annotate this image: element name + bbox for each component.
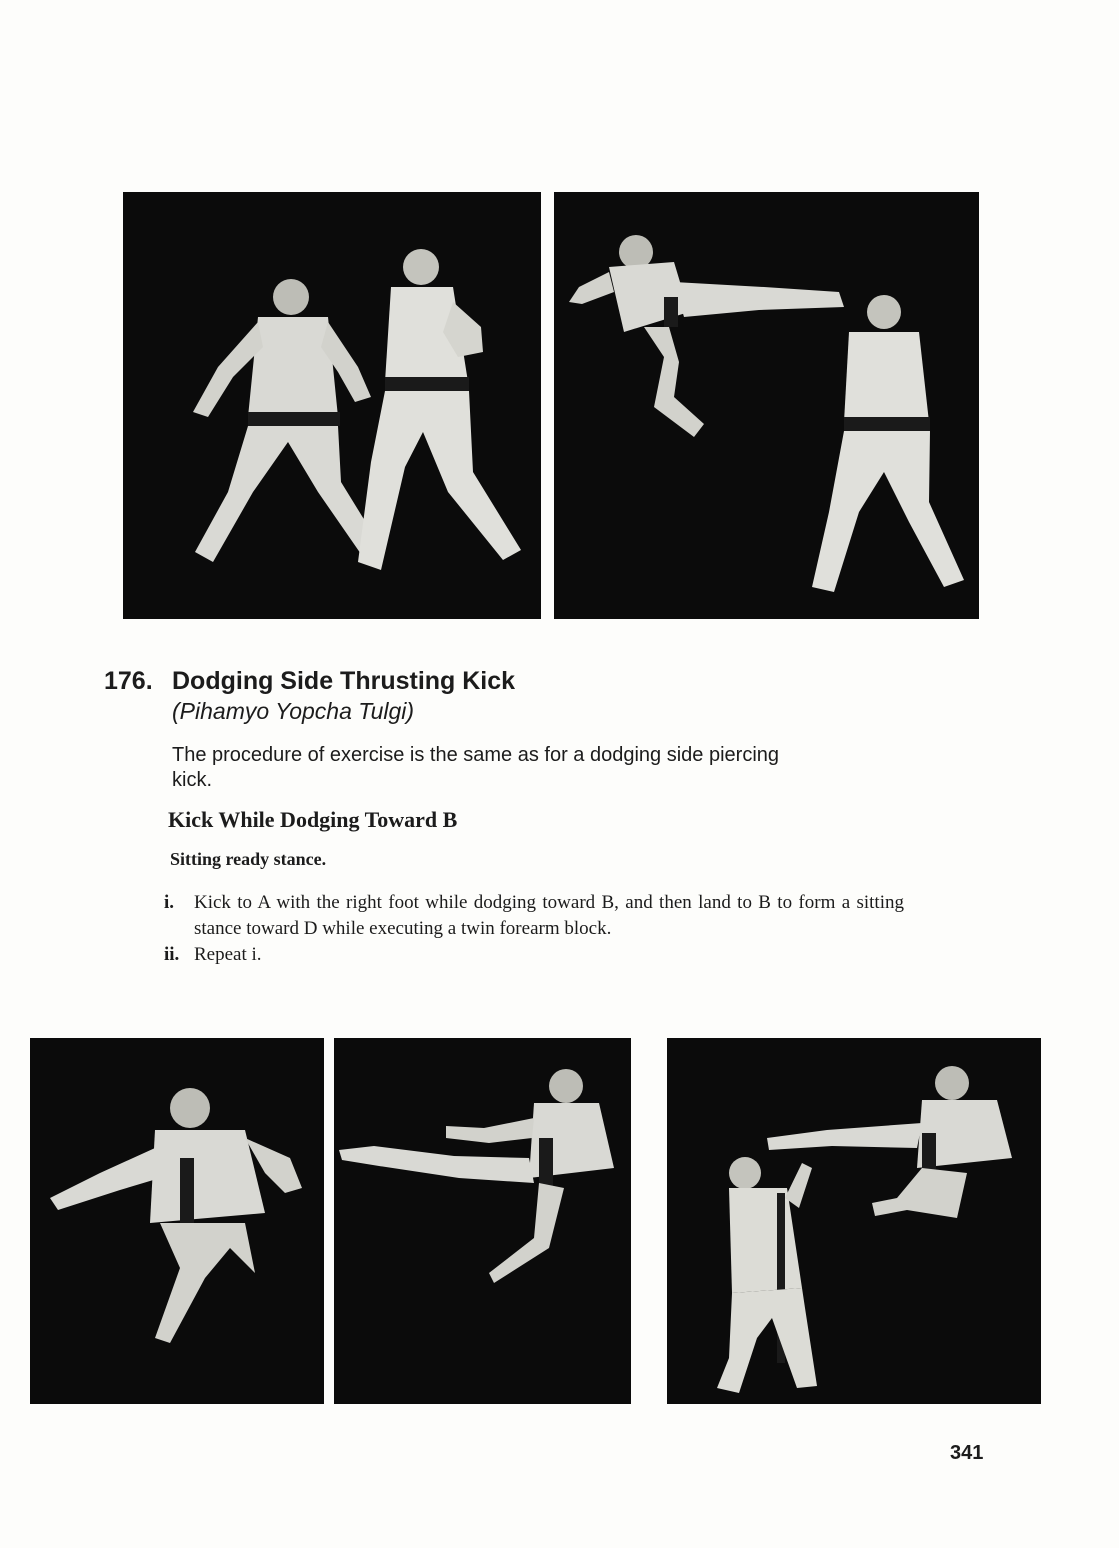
section-subtitle: (Pihamyo Yopcha Tulgi) — [172, 698, 415, 724]
section-title: Dodging Side Thrusting Kick — [172, 667, 516, 695]
step-list — [164, 890, 904, 968]
step-item — [164, 942, 904, 968]
page-number: 341 — [950, 1442, 984, 1464]
photo-kick-to-partner — [667, 1038, 1041, 1404]
photo-jump-chamber — [30, 1038, 324, 1404]
step-marker: ii. — [164, 944, 180, 965]
exercise-subheading: Kick While Dodging Toward B — [168, 807, 458, 832]
section-number: 176. — [104, 667, 153, 695]
step-item — [164, 890, 904, 942]
photo-two-fighters-ready-stance — [123, 192, 541, 619]
step-text: Kick to A with the right foot while dodging toward B, and then land to B to form a sitting stance toward D while executing a twin forearm block. — [194, 892, 904, 939]
starting-stance: Sitting ready stance. — [170, 849, 327, 869]
intro-paragraph: The procedure of exercise is the same as for a dodging side piercing kick. — [172, 744, 780, 791]
photo-jumping-side-kick-over-partner — [554, 192, 979, 619]
step-text: Repeat i. — [194, 944, 262, 965]
step-marker: i. — [164, 892, 175, 913]
photo-jumping-side-kick-extension — [334, 1038, 631, 1404]
